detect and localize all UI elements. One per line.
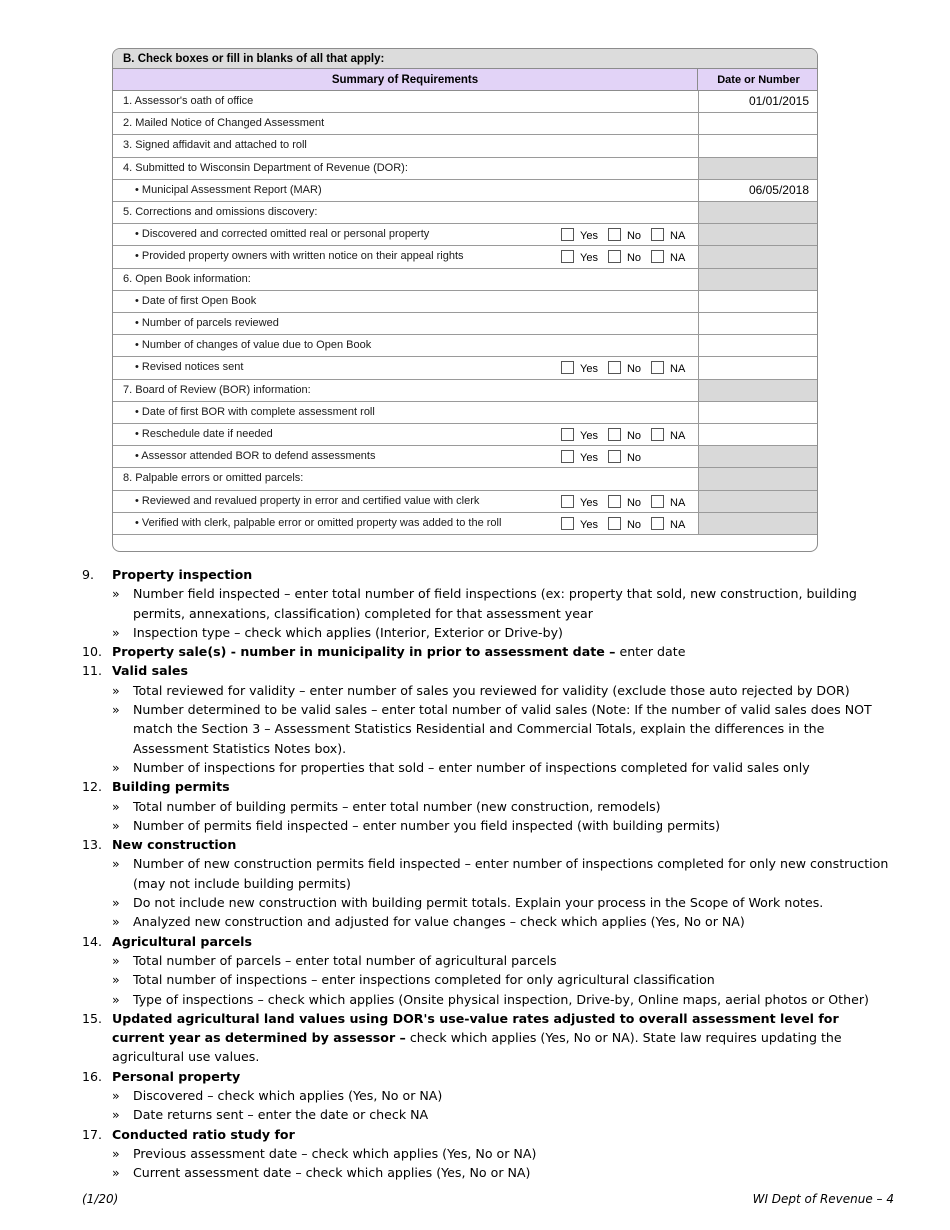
instruction-item xyxy=(82,1009,892,1067)
instruction-title: Personal property xyxy=(112,1068,241,1084)
instruction-title: Property sale(s) - number in municipality in prior to assessment date – xyxy=(112,644,616,660)
date-or-number-cell[interactable] xyxy=(698,113,818,134)
form-row-blank xyxy=(113,535,817,552)
form-row xyxy=(113,380,817,402)
checkbox-no[interactable] xyxy=(608,228,621,241)
instruction-item xyxy=(82,835,892,854)
checkbox-group xyxy=(561,428,695,443)
date-or-number-cell xyxy=(698,202,818,223)
date-or-number-cell xyxy=(698,224,818,245)
instruction-sub-item xyxy=(82,854,892,893)
checkbox-group xyxy=(561,228,695,243)
form-row xyxy=(113,446,817,468)
checkbox-yes[interactable] xyxy=(561,361,574,374)
instruction-sub-item xyxy=(82,1086,892,1105)
date-or-number-cell[interactable] xyxy=(698,424,818,445)
form-row-label: • Date of first Open Book xyxy=(135,294,257,307)
instruction-sub-item xyxy=(82,700,892,758)
checkbox-option-na[interactable] xyxy=(651,428,685,443)
checkbox-label-na: NA xyxy=(670,518,686,531)
instruction-item xyxy=(82,1125,892,1144)
checkbox-label-no: No xyxy=(626,496,642,509)
form-row-label: 6. Open Book information: xyxy=(123,272,251,285)
date-or-number-cell[interactable] xyxy=(698,135,818,156)
date-or-number-cell xyxy=(698,246,818,267)
instruction-list xyxy=(82,565,892,1183)
checkbox-yes[interactable] xyxy=(561,517,574,530)
instruction-sub-text: Total reviewed for validity – enter number of sales you reviewed for validity (exclude those auto rejected by DOR) xyxy=(133,682,850,698)
date-or-number-cell[interactable] xyxy=(698,402,818,423)
instruction-sub-text: Number field inspected – enter total number of field inspections (ex: property that sold, new construction, building permits, annexations, classification) completed for that assessment year xyxy=(133,586,857,621)
date-or-number-cell xyxy=(698,491,818,512)
instruction-number: 16. xyxy=(82,1068,103,1084)
instruction-sub-item xyxy=(82,951,892,970)
instruction-title: Property inspection xyxy=(112,567,253,582)
form-row-label: • Reviewed and revalued property in error and certified value with clerk xyxy=(135,494,480,507)
checkbox-na[interactable] xyxy=(651,495,664,508)
bullet-icon: » xyxy=(112,952,120,968)
bullet-icon: » xyxy=(112,1107,120,1123)
instruction-number: 15. xyxy=(82,1010,103,1026)
instruction-title: Agricultural parcels xyxy=(112,933,252,949)
checkbox-option-na[interactable] xyxy=(651,228,685,243)
form-row xyxy=(113,269,817,291)
checkbox-option-na[interactable] xyxy=(651,250,685,265)
checkbox-label-no: No xyxy=(626,518,642,531)
checkbox-option-no[interactable] xyxy=(608,250,641,265)
form-row-label: • Assessor attended BOR to defend assessments xyxy=(135,450,376,463)
form-row-label: 2. Mailed Notice of Changed Assessment xyxy=(123,117,325,130)
date-or-number-cell[interactable] xyxy=(698,335,818,356)
instruction-title: New construction xyxy=(112,837,237,853)
checkbox-group xyxy=(561,250,695,265)
instruction-number: 11. xyxy=(82,663,103,679)
instruction-sub-item xyxy=(82,1105,892,1124)
checkbox-na[interactable] xyxy=(651,428,664,441)
checkbox-label-na: NA xyxy=(670,252,686,265)
checkbox-option-yes[interactable] xyxy=(561,495,598,510)
instruction-number: 10. xyxy=(82,644,103,660)
checkbox-option-yes[interactable] xyxy=(561,361,598,376)
date-or-number-cell[interactable]: 01/01/2015 xyxy=(698,91,818,112)
bullet-icon: » xyxy=(112,682,120,698)
instruction-sub-text: Previous assessment date – check which applies (Yes, No or NA) xyxy=(133,1145,537,1161)
date-or-number-cell xyxy=(698,269,818,290)
checkbox-option-na[interactable] xyxy=(651,361,685,376)
column-header-summary: Summary of Requirements xyxy=(113,69,698,91)
checkbox-na[interactable] xyxy=(651,517,664,530)
instruction-sub-text: Inspection type – check which applies (Interior, Exterior or Drive-by) xyxy=(133,624,563,640)
instruction-sub-text: Current assessment date – check which applies (Yes, No or NA) xyxy=(133,1165,531,1181)
form-row xyxy=(113,491,817,513)
checkbox-label-yes: Yes xyxy=(580,363,598,376)
checkbox-label-na: NA xyxy=(670,496,686,509)
instruction-sub-text: Number of permits field inspected – enter number you field inspected (with building permits) xyxy=(133,817,720,833)
form-row xyxy=(113,224,817,246)
form-row xyxy=(113,357,817,379)
instruction-sub-text: Discovered – check which applies (Yes, No or NA) xyxy=(133,1088,443,1104)
checkbox-option-no[interactable] xyxy=(608,517,641,532)
checkbox-no[interactable] xyxy=(608,450,621,463)
checkbox-group xyxy=(561,450,651,465)
date-or-number-cell[interactable] xyxy=(698,291,818,312)
checkbox-yes[interactable] xyxy=(561,228,574,241)
bullet-icon: » xyxy=(112,991,120,1007)
instruction-sub-text: Date returns sent – enter the date or check NA xyxy=(133,1107,429,1123)
date-or-number-cell xyxy=(698,158,818,179)
date-or-number-cell xyxy=(698,446,818,467)
form-row-label: • Revised notices sent xyxy=(135,361,244,374)
date-or-number-cell[interactable] xyxy=(698,357,818,378)
bullet-icon: » xyxy=(112,798,120,814)
bullet-icon: » xyxy=(112,759,120,775)
checkbox-yes[interactable] xyxy=(561,495,574,508)
form-row-label: 4. Submitted to Wisconsin Department of Revenue (DOR): xyxy=(123,161,408,174)
checkbox-option-no[interactable] xyxy=(608,361,641,376)
form-row xyxy=(113,291,817,313)
instruction-item xyxy=(82,932,892,951)
checkbox-label-na: NA xyxy=(670,230,686,243)
checkbox-na[interactable] xyxy=(651,250,664,263)
instruction-sub-text: Number determined to be valid sales – enter total number of valid sales (Note: If the number of valid sales does NOT match the Section 3 – Assessment Statistics Residential and Commercial Totals, explain the differences in the Assessment Statistics Notes box). xyxy=(133,702,872,756)
checkbox-option-no[interactable] xyxy=(608,228,641,243)
form-row-label: • Date of first BOR with complete assessment roll xyxy=(135,405,375,418)
instruction-sub-text: Total number of building permits – enter total number (new construction, remodels) xyxy=(133,798,661,814)
form-row-label: • Number of changes of value due to Open Book xyxy=(135,339,372,352)
instruction-number: 9. xyxy=(82,567,95,582)
bullet-icon: » xyxy=(112,586,120,602)
bullet-icon: » xyxy=(112,817,120,833)
checkbox-label-na: NA xyxy=(670,430,686,442)
form-row xyxy=(113,135,817,157)
bullet-icon: » xyxy=(112,856,120,872)
requirements-form xyxy=(112,48,818,552)
checkbox-option-yes[interactable] xyxy=(561,517,598,532)
instruction-item xyxy=(82,661,892,680)
checkbox-group xyxy=(561,361,695,376)
date-or-number-cell[interactable] xyxy=(698,313,818,334)
checkbox-yes[interactable] xyxy=(561,250,574,263)
instruction-title: Building permits xyxy=(112,779,230,795)
form-row xyxy=(113,424,817,446)
instruction-title: Updated agricultural land values using DOR's use-value rates adjusted to overall assessment level for current year as determined by assessor – xyxy=(112,1010,839,1046)
instruction-sub-text: Number of inspections for properties that sold – enter number of inspections completed for valid sales only xyxy=(133,759,810,775)
instruction-number: 13. xyxy=(82,837,103,853)
instruction-sub-item xyxy=(82,893,892,912)
instruction-sub-item xyxy=(82,1144,892,1163)
form-row-label: • Number of parcels reviewed xyxy=(135,317,279,329)
checkbox-na[interactable] xyxy=(651,361,664,374)
instruction-sub-text: Total number of parcels – enter total number of agricultural parcels xyxy=(133,952,557,968)
instruction-sub-item xyxy=(82,912,892,931)
form-row xyxy=(113,246,817,268)
checkbox-label-no: No xyxy=(626,230,642,243)
form-row-label: • Municipal Assessment Report (MAR) xyxy=(135,183,322,196)
date-or-number-cell xyxy=(698,513,818,534)
checkbox-option-na[interactable] xyxy=(651,495,685,510)
checkbox-label-yes: Yes xyxy=(580,430,598,442)
form-row-label: 3. Signed affidavit and attached to roll xyxy=(123,139,307,152)
instruction-sub-text: Total number of inspections – enter inspections completed for only agricultural classification xyxy=(133,972,715,988)
checkbox-label-no: No xyxy=(626,363,642,376)
footer-date: (1/20) xyxy=(82,1192,119,1206)
checkbox-option-yes[interactable] xyxy=(561,228,598,243)
instruction-sub-text: Type of inspections – check which applies (Onsite physical inspection, Drive-by, Online maps, aerial photos or Other) xyxy=(133,991,869,1007)
checkbox-label-no: No xyxy=(626,252,642,265)
form-row-label: 7. Board of Review (BOR) information: xyxy=(123,383,311,396)
checkbox-yes[interactable] xyxy=(561,450,574,463)
instruction-sub-text: Number of new construction permits field inspected – enter number of inspections completed for only new construction (may not include building permits) xyxy=(133,856,889,891)
form-row xyxy=(113,513,817,535)
instruction-sub-item xyxy=(82,990,892,1009)
checkbox-option-no[interactable] xyxy=(608,428,641,443)
form-row xyxy=(113,335,817,357)
instruction-sub-text: Do not include new construction with building permit totals. Explain your process in the Scope of Work notes. xyxy=(133,895,824,911)
form-row-label: 5. Corrections and omissions discovery: xyxy=(123,206,318,218)
instruction-sub-item xyxy=(82,816,892,835)
bullet-icon: » xyxy=(112,702,120,718)
checkbox-option-na[interactable] xyxy=(651,517,685,532)
checkbox-group xyxy=(561,495,695,510)
form-row-label: • Provided property owners with written notice on their appeal rights xyxy=(135,250,464,263)
bullet-icon: » xyxy=(112,914,120,930)
checkbox-no[interactable] xyxy=(608,428,621,441)
checkbox-label-yes: Yes xyxy=(580,518,598,531)
bullet-icon: » xyxy=(112,895,120,911)
checkbox-label-yes: Yes xyxy=(580,230,598,243)
form-row xyxy=(113,313,817,335)
checkbox-label-no: No xyxy=(626,430,642,442)
instruction-number: 14. xyxy=(82,933,103,949)
form-header: B. Check boxes or fill in blanks of all that apply: xyxy=(113,49,817,69)
checkbox-group xyxy=(561,517,695,532)
form-row xyxy=(113,468,817,490)
checkbox-option-yes[interactable] xyxy=(561,428,598,443)
instruction-sub-item xyxy=(82,623,892,642)
checkbox-option-no[interactable] xyxy=(608,495,641,510)
checkbox-yes[interactable] xyxy=(561,428,574,441)
instruction-sub-text: Analyzed new construction and adjusted for value changes – check which applies (Yes, No or NA) xyxy=(133,914,745,930)
bullet-icon: » xyxy=(112,972,120,988)
instruction-number: 12. xyxy=(82,779,103,795)
checkbox-no[interactable] xyxy=(608,517,621,530)
instruction-item xyxy=(82,777,892,796)
form-row xyxy=(113,202,817,224)
form-row xyxy=(113,113,817,135)
instruction-sub-item xyxy=(82,681,892,700)
bullet-icon: » xyxy=(112,1088,120,1104)
checkbox-no[interactable] xyxy=(608,495,621,508)
instruction-number: 17. xyxy=(82,1126,103,1142)
checkbox-na[interactable] xyxy=(651,228,664,241)
checkbox-no[interactable] xyxy=(608,361,621,374)
form-row-label: • Verified with clerk, palpable error or omitted property was added to the roll xyxy=(135,516,502,529)
checkbox-label-na: NA xyxy=(670,363,686,376)
form-row-label: 8. Palpable errors or omitted parcels: xyxy=(123,472,304,485)
form-row xyxy=(113,158,817,180)
checkbox-label-no: No xyxy=(626,452,642,465)
bullet-icon: » xyxy=(112,1165,120,1181)
instruction-sub-item xyxy=(82,970,892,989)
instruction-sub-item xyxy=(82,1163,892,1182)
checkbox-label-yes: Yes xyxy=(580,452,598,465)
form-row-label: 1. Assessor's oath of office xyxy=(123,95,254,107)
form-row xyxy=(113,180,817,202)
instruction-sub-item xyxy=(82,758,892,777)
instruction-item xyxy=(82,565,892,584)
checkbox-label-yes: Yes xyxy=(580,496,598,509)
checkbox-label-yes: Yes xyxy=(580,252,598,265)
date-or-number-cell xyxy=(698,380,818,401)
instruction-item xyxy=(82,1067,892,1086)
date-or-number-cell xyxy=(698,468,818,489)
instruction-sub-item xyxy=(82,797,892,816)
instruction-title: Valid sales xyxy=(112,663,188,679)
checkbox-option-yes[interactable] xyxy=(561,450,598,465)
form-row-label: • Discovered and corrected omitted real or personal property xyxy=(135,228,430,241)
instruction-sub-item xyxy=(82,584,892,623)
bullet-icon: » xyxy=(112,624,120,640)
footer-page: WI Dept of Revenue – 4 xyxy=(752,1192,894,1206)
instruction-text: check which applies (Yes, No or NA). State law requires updating the agricultural use values. xyxy=(112,1030,842,1065)
instruction-title: Conducted ratio study for xyxy=(112,1126,295,1142)
instruction-item xyxy=(82,642,892,661)
checkbox-option-no[interactable] xyxy=(608,450,641,465)
form-row xyxy=(113,91,817,113)
form-row xyxy=(113,402,817,424)
date-or-number-cell[interactable]: 06/05/2018 xyxy=(698,180,818,201)
bullet-icon: » xyxy=(112,1145,120,1161)
checkbox-option-yes[interactable] xyxy=(561,250,598,265)
instruction-text: enter date xyxy=(615,644,686,660)
column-header-date: Date or Number xyxy=(698,69,818,91)
checkbox-no[interactable] xyxy=(608,250,621,263)
form-row-label: • Reschedule date if needed xyxy=(135,428,273,440)
